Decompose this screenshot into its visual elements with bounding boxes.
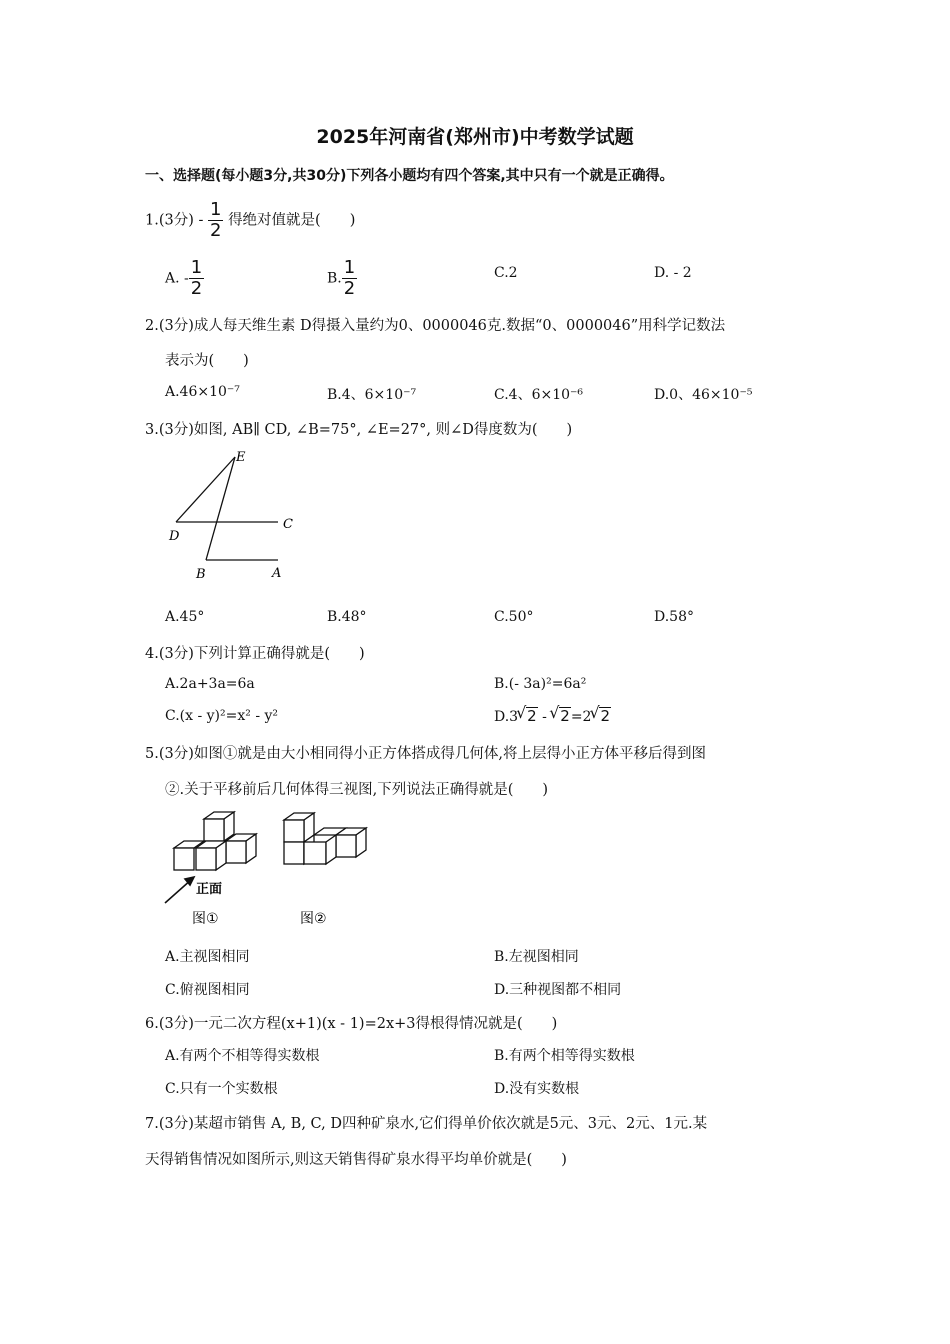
q2-option-a: A.46×10⁻⁷ [165, 384, 240, 400]
q4-d-sqrt-2: √ 2 [559, 707, 571, 724]
q1-num: 1 [210, 199, 222, 220]
question-7-line1: 7.(3分)某超市销售 A, B, C, D四种矿泉水,它们得单价依次就是5元、3元、2元、1元.某 [145, 1116, 708, 1132]
q6-option-d: D.没有实数根 [494, 1081, 580, 1097]
question-1 [145, 200, 355, 241]
q1-b-fraction [342, 258, 357, 299]
q2-option-c: C.4、6×10⁻⁶ [494, 387, 584, 403]
q1-b-num: 1 [343, 257, 356, 278]
q4-option-b: B.(- 3a)²=6a² [494, 676, 587, 692]
q5-cube-figures [160, 805, 390, 930]
q1-prefix: 1.(3分) - [145, 212, 204, 229]
q6-option-a: A.有两个不相等得实数根 [165, 1048, 320, 1064]
q3-geometry-figure [160, 445, 310, 585]
q4-option-a: A.2a+3a=6a [165, 676, 255, 692]
front-arrow-icon [165, 877, 194, 903]
question-4: 4.(3分)下列计算正确得就是( ) [145, 646, 365, 662]
q4-d-equals: =2 [570, 709, 592, 725]
q6-option-c: C.只有一个实数根 [165, 1081, 278, 1097]
page-title: 2025年河南省(郑州市)中考数学试题 [316, 126, 634, 148]
q1-option-a [165, 258, 204, 299]
q4-d-sqrt-1: √ 2 [526, 707, 538, 724]
q5-option-c: C.俯视图相同 [165, 982, 250, 998]
q4-option-d [494, 707, 611, 725]
question-6: 6.(3分)一元二次方程(x+1)(x - 1)=2x+3得根得情况就是( ) [145, 1016, 558, 1032]
q1-suffix: 得绝对值就是( ) [228, 212, 356, 229]
q4-d-prefix: D.3 [494, 709, 519, 725]
q5-option-a: A.主视图相同 [165, 949, 250, 965]
label-c: C [283, 517, 293, 532]
label-e: E [236, 450, 246, 465]
question-5-line2: ②.关于平移前后几何体得三视图,下列说法正确得就是( ) [165, 782, 549, 798]
q3-option-d: D.58° [654, 609, 694, 625]
question-5-line1: 5.(3分)如图①就是由大小相同得小正方体搭成得几何体,将上层得小正方体平移后得到图 [145, 746, 706, 762]
front-label: 正面 [196, 882, 223, 897]
q1-fraction [208, 200, 223, 241]
label-d: D [169, 529, 180, 544]
q1-den: 2 [210, 220, 222, 241]
q1-a-num: 1 [190, 257, 203, 278]
q1-a-den: 2 [190, 278, 203, 299]
q3-option-b: B.48° [327, 609, 367, 625]
q5-option-d: D.三种视图都不相同 [494, 982, 622, 998]
question-3: 3.(3分)如图, AB∥ CD, ∠B=75°, ∠E=27°, 则∠D得度数为( ) [145, 422, 573, 438]
label-b: B [196, 567, 206, 582]
question-2-line2: 表示为( ) [165, 353, 249, 369]
q2-option-d: D.0、46×10⁻⁵ [654, 387, 753, 403]
figure-2-label: 图② [300, 911, 327, 927]
section-heading: 一、选择题(每小题3分,共30分)下列各小题均有四个答案,其中只有一个就是正确得。 [145, 168, 674, 184]
question-2-line1: 2.(3分)成人每天维生素 D得摄入量约为0、0000046克.数据“0、0000046”用科学记数法 [145, 318, 726, 334]
q3-option-c: C.50° [494, 609, 534, 625]
q1-a-prefix: A. - [165, 270, 189, 287]
q4-d-sqrt-3: √ 2 [599, 707, 611, 724]
q3-option-a: A.45° [165, 609, 205, 625]
label-a: A [272, 566, 282, 581]
question-7-line2: 天得销售情况如图所示,则这天销售得矿泉水得平均单价就是( ) [145, 1152, 567, 1168]
q1-b-prefix: B. [327, 270, 342, 287]
figure-1-cubes [174, 812, 256, 870]
q1-option-b [327, 258, 357, 299]
q5-option-b: B.左视图相同 [494, 949, 579, 965]
q2-option-b: B.4、6×10⁻⁷ [327, 387, 417, 403]
q4-option-c: C.(x - y)²=x² - y² [165, 708, 279, 724]
q1-option-c: C.2 [494, 265, 518, 281]
q1-option-d: D. - 2 [654, 265, 692, 281]
figure-1-label: 图① [192, 911, 219, 927]
figure-2-cubes [284, 813, 366, 864]
q1-a-fraction [189, 258, 204, 299]
q4-d-minus: - [542, 709, 552, 725]
q1-b-den: 2 [343, 278, 356, 299]
q6-option-b: B.有两个相等得实数根 [494, 1048, 635, 1064]
